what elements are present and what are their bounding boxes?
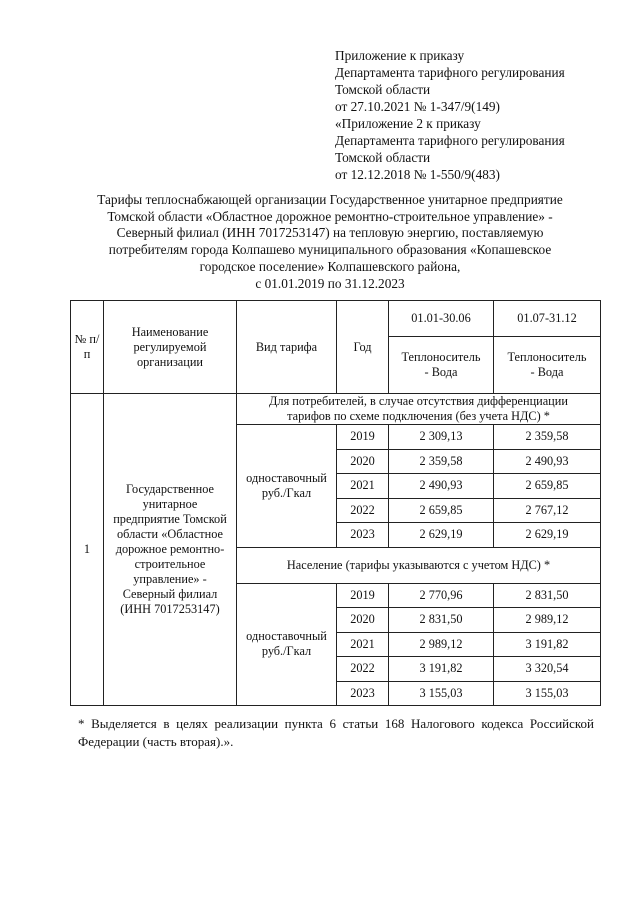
tariff-period-2-cell: 2 629,19	[494, 523, 601, 548]
tariff-period-1-cell: 2 831,50	[389, 608, 494, 633]
title-line: с 01.01.2019 по 31.12.2023	[255, 275, 405, 291]
organization-name: Государственное унитарное предприятие Томской области «Областное дорожное ремонтно-строительное управление» - Северный филиал (ИНН 7017253147)	[104, 394, 237, 706]
tariff-period-1-cell: 2 309,13	[389, 425, 494, 450]
tariff-period-2-cell: 2 989,12	[494, 608, 601, 633]
tariff-type: одноставочный руб./Гкал	[237, 583, 337, 706]
title-line: Северный филиал (ИНН 7017253147) на тепловую энергию, поставляемую	[116, 225, 544, 241]
header-period-2: 01.07-31.12	[494, 301, 601, 337]
title-line: городское поселение» Колпашевского района,	[199, 258, 461, 274]
year-cell: 2023	[337, 523, 389, 548]
year-cell: 2022	[337, 498, 389, 523]
appendix-line: Департамента тарифного регулирования	[335, 65, 565, 80]
footnote: * Выделяется в целях реализации пункта 6 статьи 168 Налогового кодекса Российской Федерации (часть вторая).».	[78, 716, 594, 749]
year-cell: 2022	[337, 657, 389, 682]
header-carrier-2: Теплоноситель - Вода	[494, 337, 601, 394]
appendix-line: «Приложение 2 к приказу	[335, 116, 481, 131]
tariff-type: одноставочный руб./Гкал	[237, 425, 337, 548]
title-line: Тарифы теплоснабжающей организации Государственное унитарное предприятие	[97, 192, 563, 207]
year-cell: 2019	[337, 583, 389, 608]
tariff-period-1-cell: 2 989,12	[389, 632, 494, 657]
appendix-line: Департамента тарифного регулирования	[335, 133, 565, 148]
tariff-period-2-cell: 3 320,54	[494, 657, 601, 682]
tariff-period-2-cell: 3 155,03	[494, 681, 601, 706]
tariff-period-1-cell: 2 490,93	[389, 474, 494, 499]
tariff-table	[70, 300, 601, 706]
year-cell: 2021	[337, 474, 389, 499]
year-cell: 2020	[337, 449, 389, 474]
appendix-header	[335, 47, 565, 183]
appendix-line: Томской области	[335, 82, 431, 97]
year-cell: 2021	[337, 632, 389, 657]
tariff-period-1-cell: 2 659,85	[389, 498, 494, 523]
row-number: 1	[71, 394, 104, 706]
header-year: Год	[337, 301, 389, 394]
tariff-period-2-cell: 2 831,50	[494, 583, 601, 608]
tariff-period-1-cell: 2 629,19	[389, 523, 494, 548]
title-line: Томской области «Областное дорожное ремонтно-строительное управление» -	[107, 208, 553, 224]
year-cell: 2023	[337, 681, 389, 706]
title-line: потребителям города Колпашево муниципального образования «Копашевское	[108, 242, 552, 258]
tariff-period-1-cell: 3 191,82	[389, 657, 494, 682]
tariff-period-2-cell: 2 659,85	[494, 474, 601, 499]
appendix-line: от 12.12.2018 № 1-550/9(483)	[335, 167, 500, 182]
tariff-period-2-cell: 2 767,12	[494, 498, 601, 523]
group-label: Население (тарифы указываются с учетом НДС) *	[237, 547, 601, 583]
year-cell: 2020	[337, 608, 389, 633]
year-cell: 2019	[337, 425, 389, 450]
tariff-period-2-cell: 3 191,82	[494, 632, 601, 657]
document-title	[60, 192, 600, 292]
header-period-1: 01.01-30.06	[389, 301, 494, 337]
header-org: Наименование регулируемой организации	[104, 301, 237, 394]
tariff-period-1-cell: 2 359,58	[389, 449, 494, 474]
tariff-period-1-cell: 2 770,96	[389, 583, 494, 608]
header-type: Вид тарифа	[237, 301, 337, 394]
appendix-line: Приложение к приказу	[335, 48, 465, 63]
tariff-period-2-cell: 2 359,58	[494, 425, 601, 450]
appendix-line: от 27.10.2021 № 1-347/9(149)	[335, 99, 500, 114]
header-carrier-1: Теплоноситель - Вода	[389, 337, 494, 394]
tariff-period-2-cell: 2 490,93	[494, 449, 601, 474]
tariff-period-1-cell: 3 155,03	[389, 681, 494, 706]
appendix-line: Томской области	[335, 150, 431, 165]
group-label: Для потребителей, в случае отсутствия дифференциации тарифов по схеме подключения (без учета НДС) *	[237, 394, 601, 425]
header-num: № п/п	[71, 301, 104, 394]
